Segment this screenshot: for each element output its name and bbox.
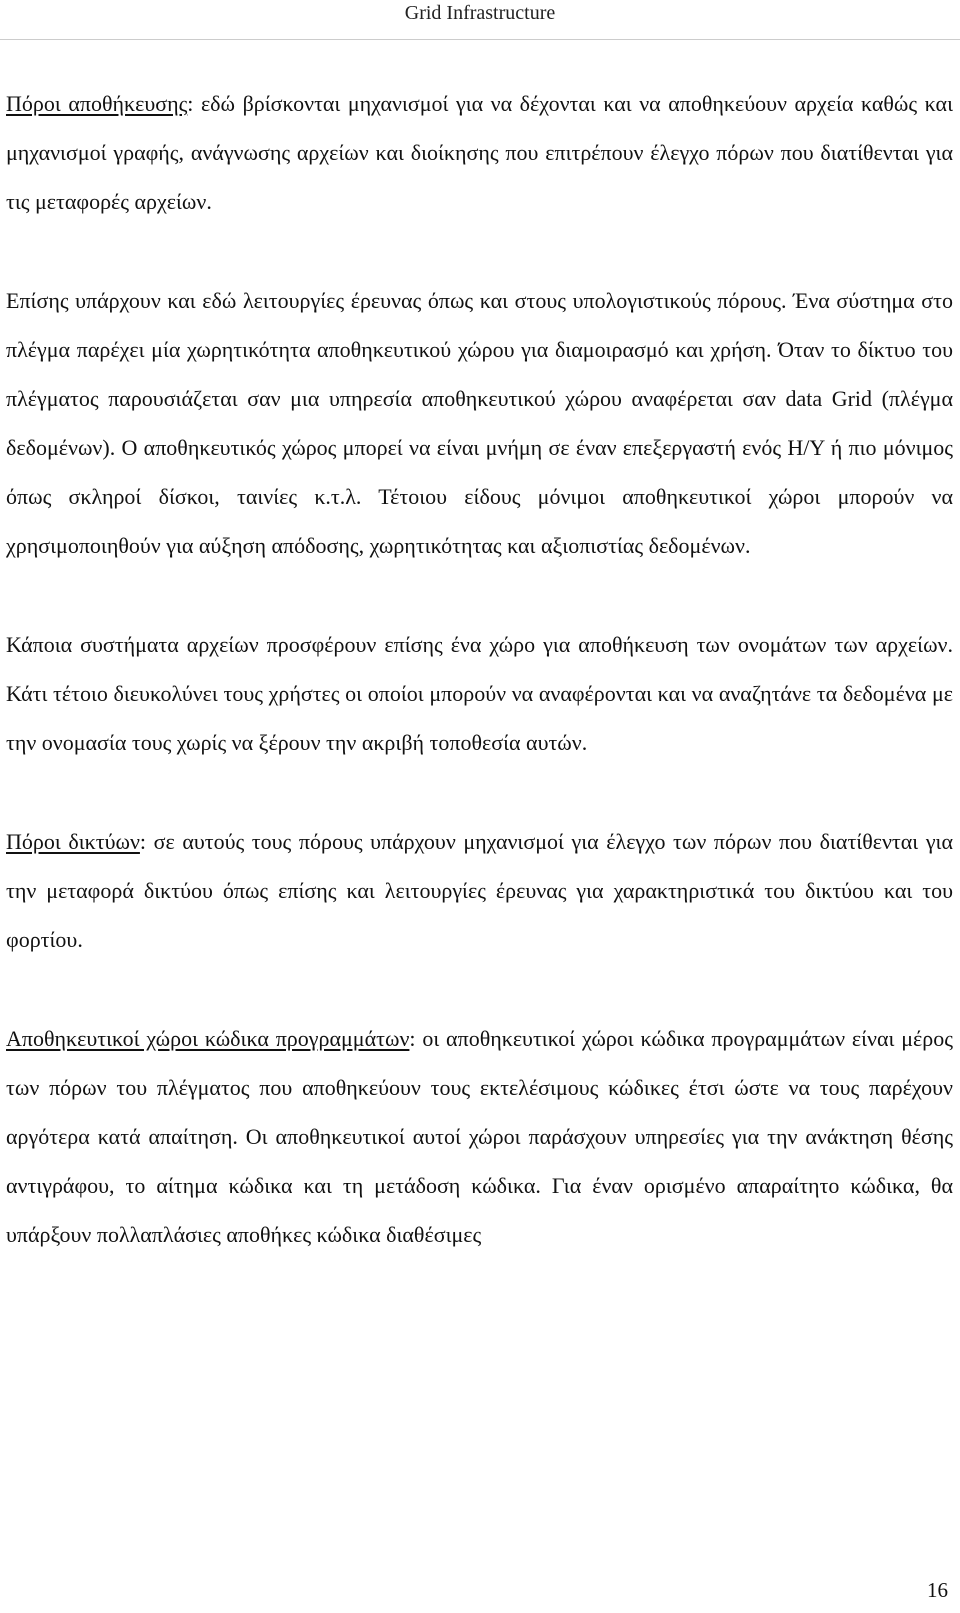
term-network-resources: Πόροι δικτύων	[6, 829, 140, 854]
paragraph-text: Επίσης υπάρχουν και εδώ λειτουργίες έρευνας όπως και στους υπολογιστικούς πόρους. Ένα σύστημα στο πλέγμα παρέχει μία χωρητικότητα αποθηκευτικού χώρου για διαμοιρασμό και χρήση. Όταν το δίκτυο του πλέγματος παρουσιάζεται σαν μια υπηρεσία αποθηκευτικού χώρου αναφέρεται σαν data Grid (πλέγμα δεδομένων). Ο αποθηκευτικός χώρος μπορεί να είναι μνήμη σε έναν επεξεργαστή ενός Η/Υ ή πιο μόνιμος όπως σκληροί δίσκοι, ταινίες κ.τ.λ. Τέτοιου είδους μόνιμοι αποθηκευτικοί χώροι μπορούν να χρησιμοποιηθούν για αύξηση απόδοσης, χωρητικότητας και αξιοπιστίας δεδομένων.	[6, 288, 953, 558]
paragraph-text: : εδώ βρίσκονται μηχανισμοί για να δέχονται και να αποθηκεύουν αρχεία καθώς και μηχανισμοί γραφής, ανάγνωσης αρχείων και διοίκησης που επιτρέπουν έλεγχο πόρων που διατίθενται για τις μεταφορές αρχείων.	[6, 91, 953, 214]
paragraph-storage-resources	[6, 79, 953, 226]
paragraph-text: : οι αποθηκευτικοί χώροι κώδικα προγραμμάτων είναι μέρος των πόρων του πλέγματος που αποθηκεύουν τους εκτελέσιμους κώδικες έτσι ώστε να τους παρέχουν αργότερα κατά απαίτηση. Οι αποθηκευτικοί αυτοί χώροι παράσχουν υπηρεσίες για την ανάκτηση θέσης αντιγράφου, το αίτημα κώδικα και τη μετάδοση κώδικα. Για έναν ορισμένο απαραίτητο κώδικα, θα υπάρξουν πολλαπλάσιες αποθήκες κώδικα διαθέσιμες	[6, 1026, 953, 1247]
paragraph-code-repositories	[6, 1014, 953, 1259]
page-number: 16	[927, 1578, 948, 1602]
term-storage-resources: Πόροι αποθήκευσης	[6, 91, 188, 116]
paragraph-file-systems	[6, 620, 953, 767]
paragraph-network-resources	[6, 817, 953, 964]
header-title: Grid Infrastructure	[404, 2, 556, 24]
paragraph-text: : σε αυτούς τους πόρους υπάρχουν μηχανισμοί για έλεγχο των πόρων που διατίθενται για την μεταφορά δικτύου όπως επίσης και λειτουργίες έρευνας για χαρακτηριστικά του δικτύου και του φορτίου.	[6, 829, 953, 952]
paragraph-text: Κάποια συστήματα αρχείων προσφέρουν επίσης ένα χώρο για αποθήκευση των ονομάτων των αρχείων. Κάτι τέτοιο διευκολύνει τους χρήστες οι οποίοι μπορούν να αναφέρονται και να αναζητάνε τα δεδομένα με την ονομασία τους χωρίς να ξέρουν την ακριβή τοποθεσία αυτών.	[6, 632, 953, 755]
running-header	[0, 0, 960, 40]
term-code-repositories: Αποθηκευτικοί χώροι κώδικα προγραμμάτων	[6, 1026, 410, 1051]
document-body	[6, 79, 953, 1259]
paragraph-storage-search	[6, 276, 953, 570]
